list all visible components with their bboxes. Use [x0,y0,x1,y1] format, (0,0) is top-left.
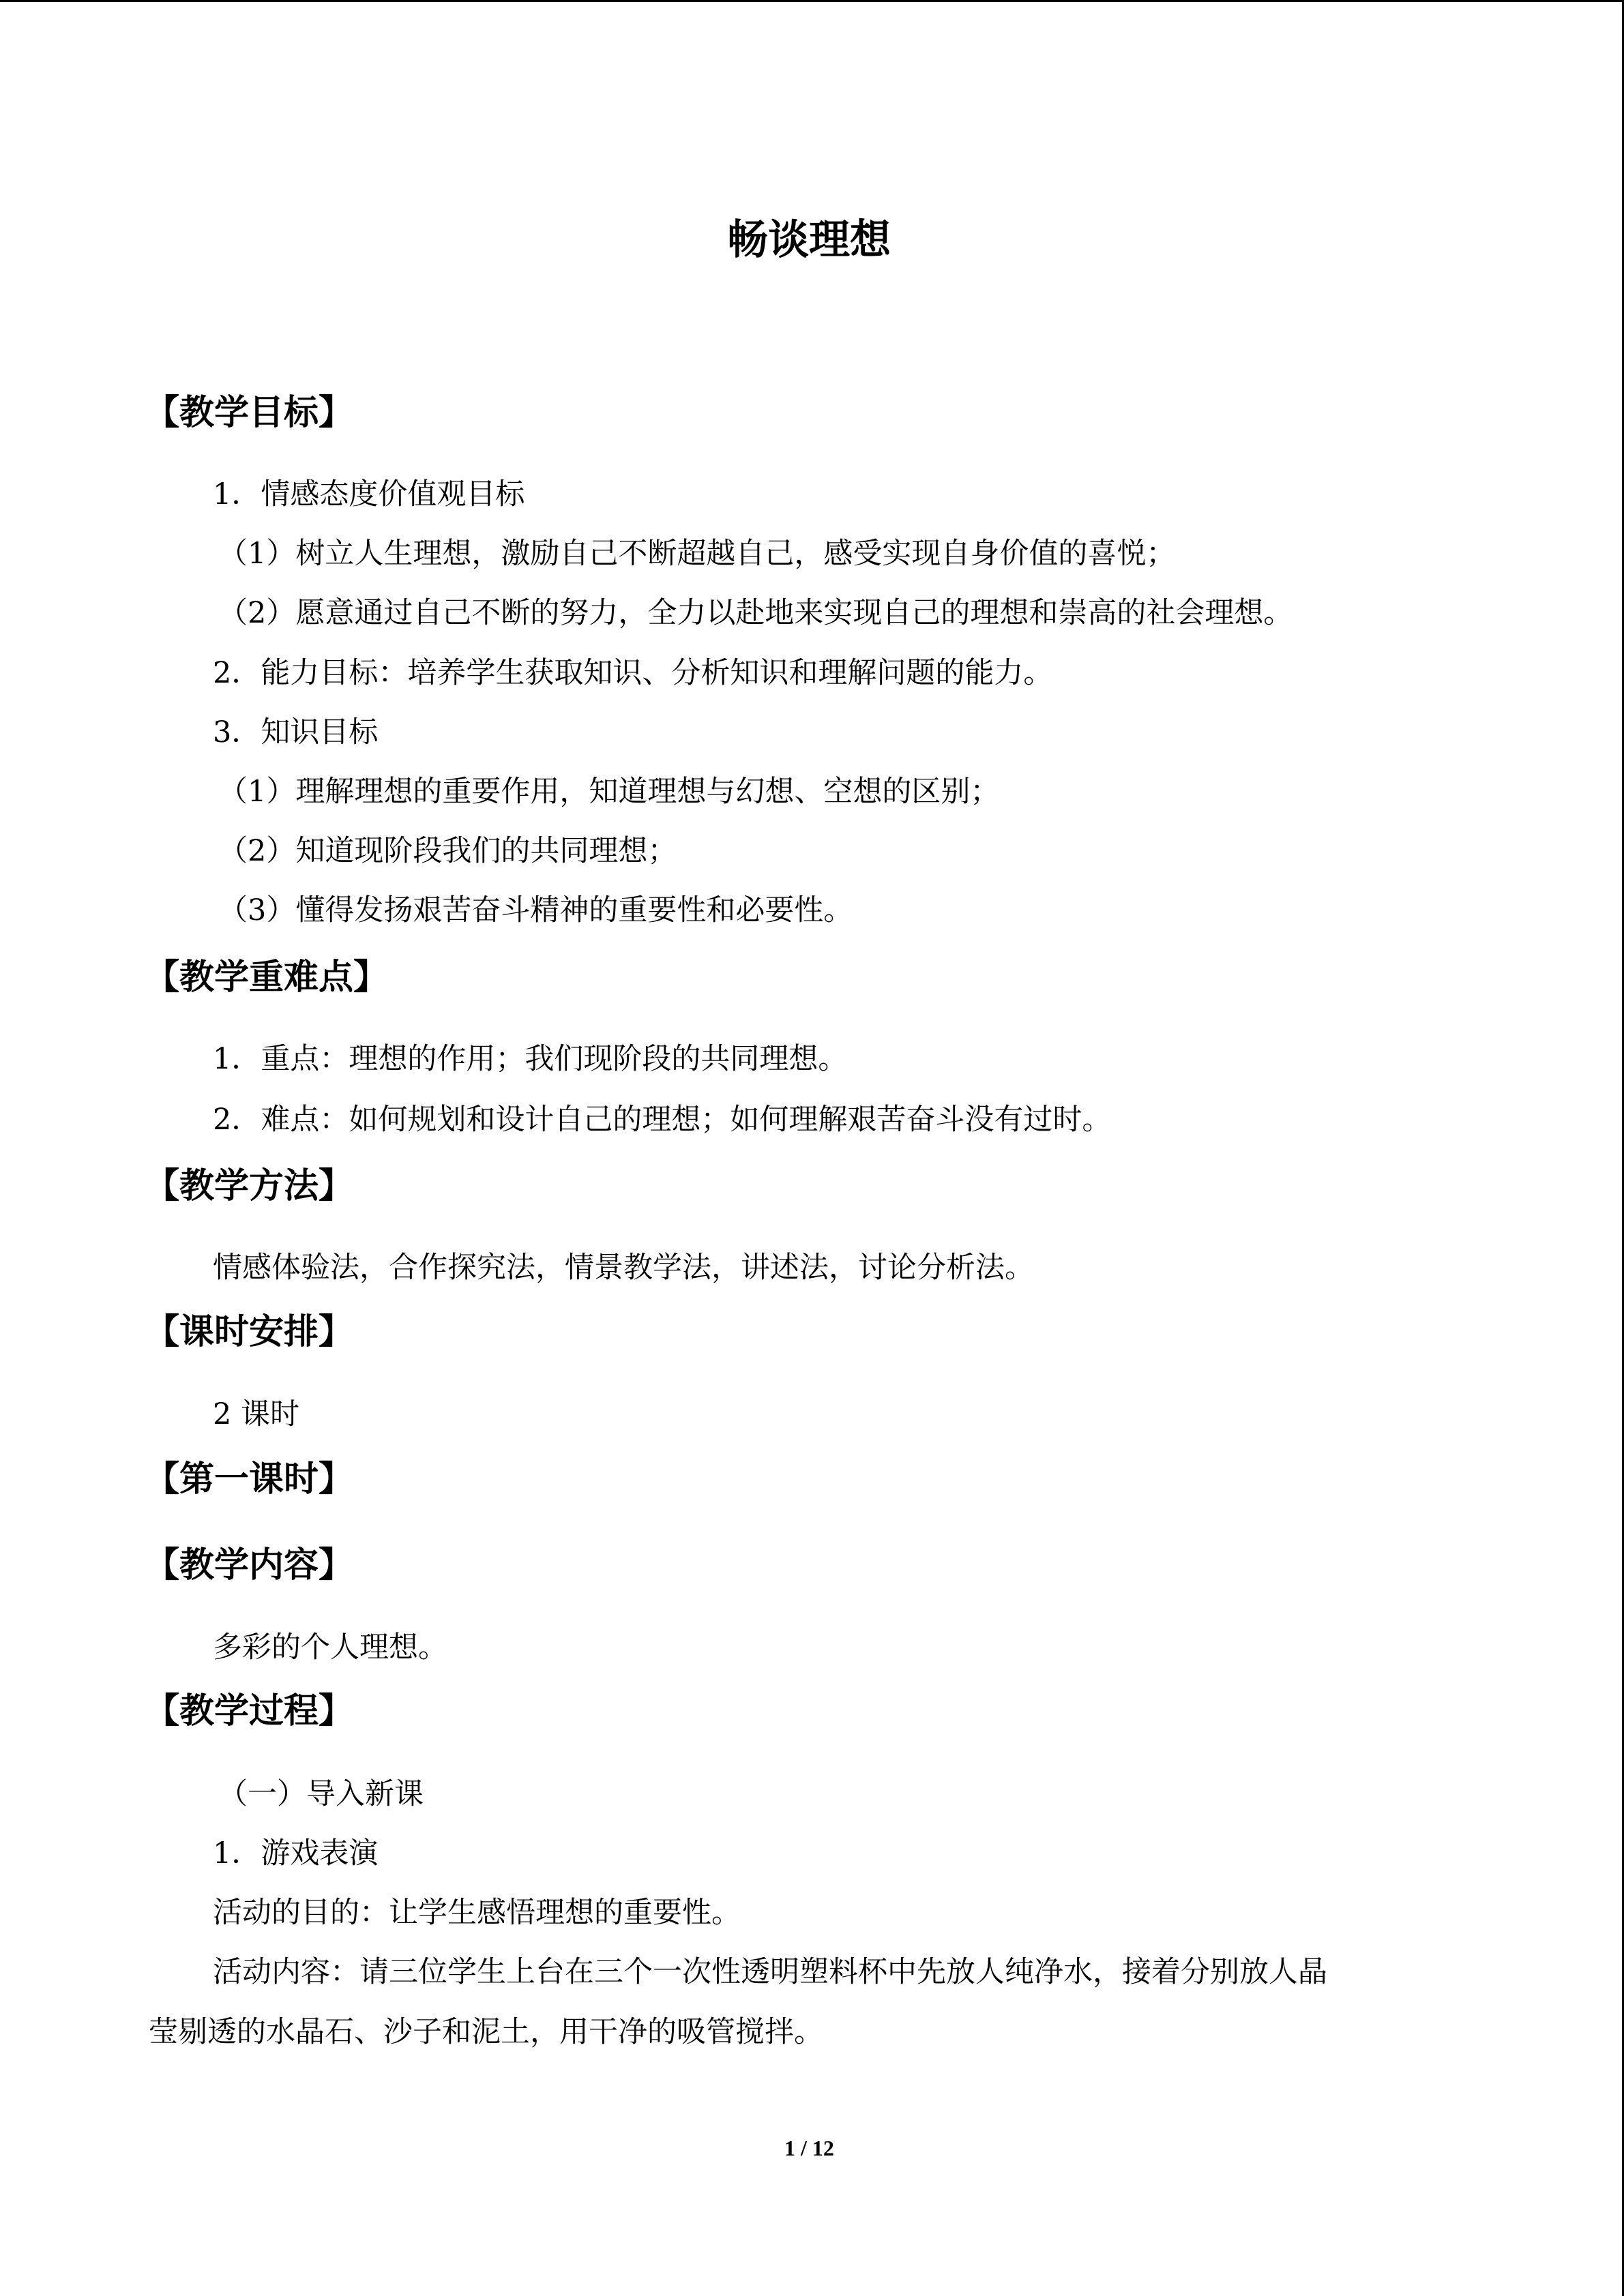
section-heading-methods: 【教学方法】 [145,1166,354,1206]
objectives-line: 1．情感态度价值观目标 [213,477,525,511]
objectives-line: （3）懂得发扬艰苦奋斗精神的重要性和必要性。 [218,893,853,927]
objectives-line: 2．能力目标：培养学生获取知识、分析知识和理解问题的能力。 [213,656,1053,690]
objectives-line: （2）知道现阶段我们的共同理想； [218,834,677,868]
objectives-line: （2）愿意通过自己不断的努力，全力以赴地来实现自己的理想和崇高的社会理想。 [218,596,1293,630]
objectives-line: （1）理解理想的重要作用，知道理想与幻想、空想的区别； [218,775,1000,809]
page-top-border [0,0,1624,2]
page-number: 1 / 12 [784,2136,834,2160]
objectives-line: 3．知识目标 [213,715,379,749]
document-title: 畅谈理想 [727,216,891,264]
objectives-line: （1）树立人生理想，激励自己不断超越自己，感受实现自身价值的喜悦； [218,537,1176,571]
process-line: （一）导入新课 [218,1777,424,1811]
section-heading-first-lesson: 【第一课时】 [145,1459,354,1500]
section-heading-process: 【教学过程】 [145,1691,354,1731]
process-line: 莹剔透的水晶石、沙子和泥土，用干净的吸管搅拌。 [149,2015,823,2049]
key-points-line: 2．难点：如何规划和设计自己的理想；如何理解艰苦奋斗没有过时。 [213,1103,1112,1137]
content-line: 多彩的个人理想。 [213,1630,447,1665]
section-heading-content: 【教学内容】 [145,1545,354,1585]
section-heading-objectives: 【教学目标】 [145,393,354,433]
methods-line: 情感体验法，合作探究法，情景教学法，讲述法，讨论分析法。 [213,1251,1034,1285]
process-line: 活动内容：请三位学生上台在三个一次性透明塑料杯中先放人纯净水，接着分别放人晶 [213,1955,1327,1989]
section-heading-schedule: 【课时安排】 [145,1312,354,1352]
schedule-line: 2 课时 [213,1397,300,1431]
process-line: 活动的目的：让学生感悟理想的重要性。 [213,1896,741,1930]
section-heading-key-points: 【教学重难点】 [145,957,389,998]
process-line: 1．游戏表演 [213,1836,379,1870]
key-points-line: 1．重点：理想的作用；我们现阶段的共同理想。 [213,1042,848,1076]
